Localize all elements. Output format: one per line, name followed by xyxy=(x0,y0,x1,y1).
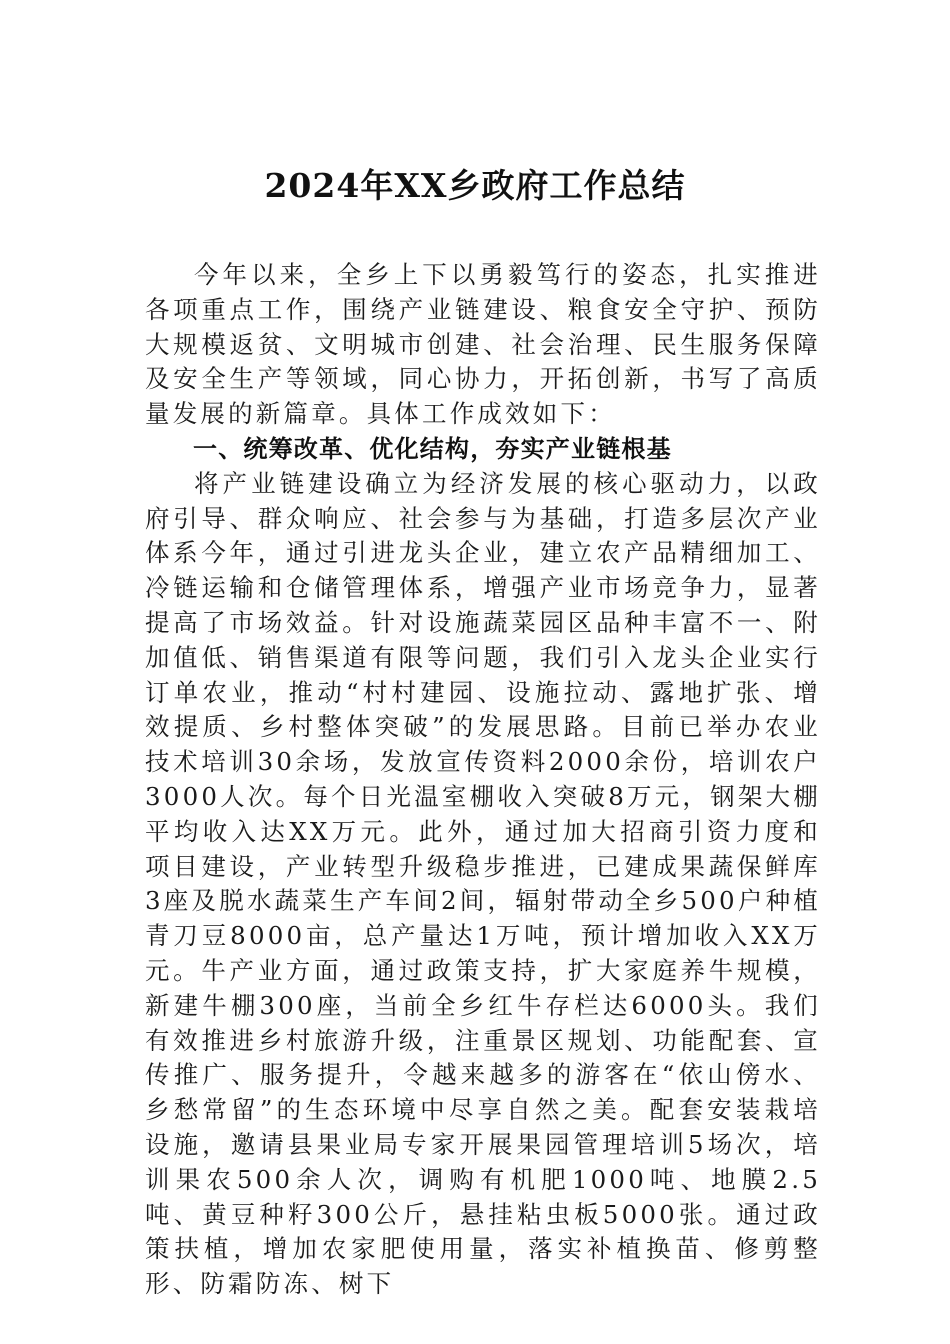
page-title: 2024年XX乡政府工作总结 xyxy=(264,166,686,205)
document-body xyxy=(145,258,821,1302)
section-paragraph: 将产业链建设确立为经济发展的核心驱动力，以政府引导、群众响应、社会参与为基础，打造多层次产业体系今年，通过引进龙头企业，建立农产品精细加工、冷链运输和仓储管理体系，增强产业市场竞争力，显著提高了市场效益。针对设施蔬菜园区品种丰富不一、附加值低、销售渠道有限等问题，我们引入龙头企业实行订单农业，推动“村村建园、设施拉动、露地扩张、增效提质、乡村整体突破”的发展思路。目前已举办农业技术培训30余场，发放宣传资料2000余份，培训农户3000人次。每个日光温室棚收入突破8万元，钢架大棚平均收入达XX万元。此外，通过加大招商引资力度和项目建设，产业转型升级稳步推进，已建成果蔬保鲜库3座及脱水蔬菜生产车间2间，辐射带动全乡500户种植青刀豆8000亩，总产量达1万吨，预计增加收入XX万元。牛产业方面，通过政策支持，扩大家庭养牛规模，新建牛棚300座，当前全乡红牛存栏达6000头。我们有效推进乡村旅游升级，注重景区规划、功能配套、宣传推广、服务提升，令越来越多的游客在“依山傍水、乡愁常留”的生态环境中尽享自然之美。配套安装栽培设施，邀请县果业局专家开展果园管理培训5场次，培训果农500余人次，调购有机肥1000吨、地膜2.5吨、黄豆种籽300公斤，悬挂粘虫板5000张。通过政策扶植，增加农家肥使用量，落实补植换苗、修剪整形、防霜防冻、树下 xyxy=(145,468,821,1299)
section-heading: 一、统筹改革、优化结构，夯实产业链根基 xyxy=(193,434,672,463)
intro-paragraph: 今年以来，全乡上下以勇毅笃行的姿态，扎实推进各项重点工作，围绕产业链建设、粮食安全守护、预防大规模返贫、文明城市创建、社会治理、民生服务保障及安全生产等领域，同心协力，开拓创新，书写了高质量发展的新篇章。具体工作成效如下： xyxy=(145,260,821,429)
